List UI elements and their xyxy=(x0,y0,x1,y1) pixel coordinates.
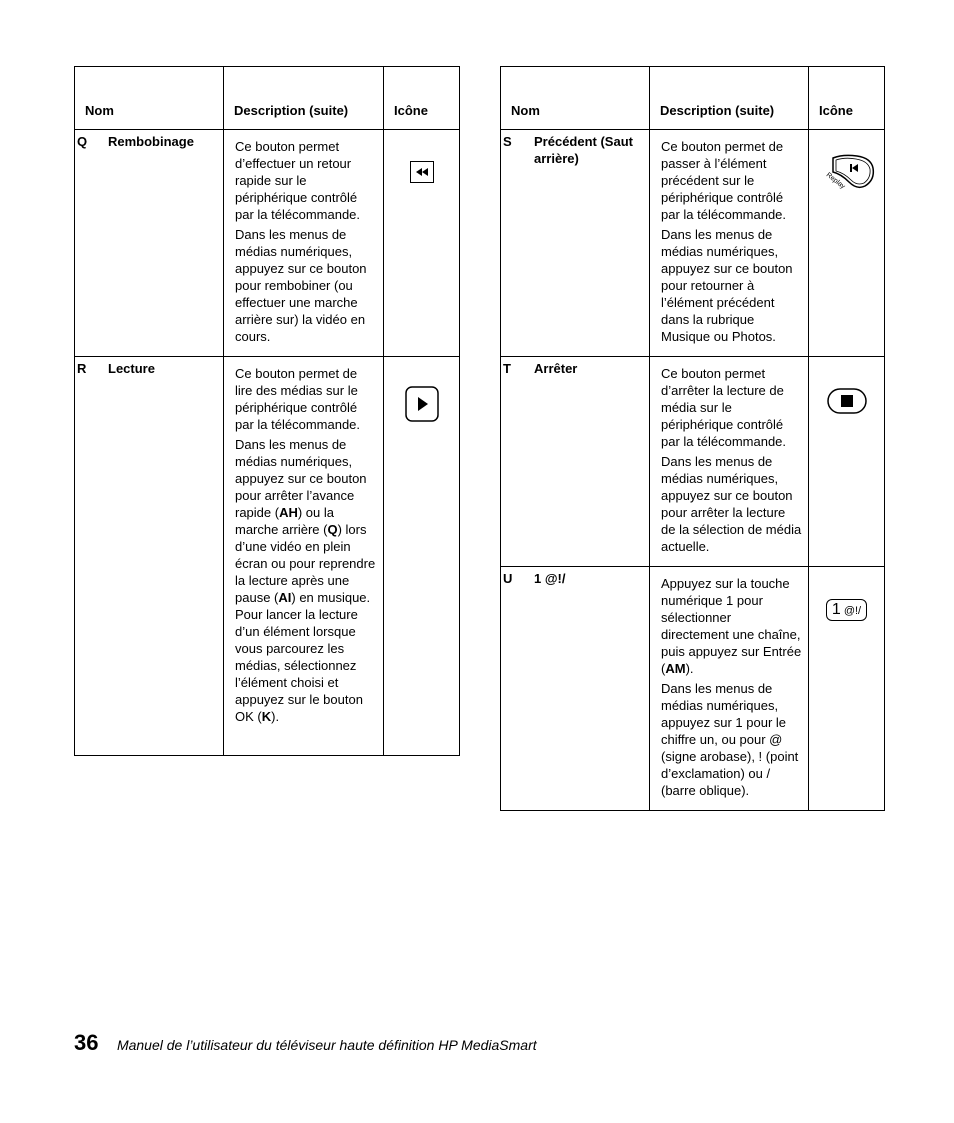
icon-cell xyxy=(384,130,460,357)
description-paragraph: Ce bouton permet d’arrêter la lecture de média sur le périphérique contrôlé par la télécommande. xyxy=(661,366,787,449)
one-key-digit: 1 xyxy=(831,601,841,618)
button-name: Précédent (Saut arrière) xyxy=(534,134,633,166)
nom-cell xyxy=(75,357,224,756)
header-description: Description (suite) xyxy=(650,67,809,130)
page-footer xyxy=(74,1030,537,1056)
header-icone: Icône xyxy=(809,67,885,130)
button-name: Lecture xyxy=(108,361,155,376)
button-key: R xyxy=(77,361,87,376)
nom-cell xyxy=(501,130,650,357)
table-row xyxy=(75,130,460,357)
button-name: Arrêter xyxy=(534,361,578,376)
nom-cell xyxy=(501,357,650,567)
button-key: T xyxy=(503,361,511,376)
description-paragraph: Dans les menus de médias numériques, appuyez sur ce bouton pour rembobiner (ou effectuer une marche arrière sur) la vidéo en cours. xyxy=(235,227,367,344)
table-row xyxy=(501,567,885,811)
table-row xyxy=(75,357,460,756)
buttons-table-right xyxy=(500,66,885,811)
description-paragraph: Dans les menus de médias numériques, appuyez sur ce bouton pour arrêter l’avance rapide (AH) ou la marche arrière (Q) lors d’une vidéo en plein écran ou pour reprendre la lecture après une pause (AI) en musique. Pour lancer la lecture d’un élément lorsque vous parcourez les médias, sélectionnez l’élément choisi et appuyez sur le bouton OK (K). xyxy=(235,437,376,724)
nom-cell xyxy=(501,567,650,811)
icon-cell xyxy=(809,130,885,357)
table-header-row xyxy=(501,67,885,130)
page-number: 36 xyxy=(74,1030,99,1055)
header-icone: Icône xyxy=(384,67,460,130)
description-paragraph: Dans les menus de médias numériques, appuyez sur 1 pour le chiffre un, ou pour @ (signe arobase), ! (point d’exclamation) ou / (barre oblique). xyxy=(661,681,799,798)
button-name: Rembobinage xyxy=(108,134,194,149)
replay-icon-label: Replay xyxy=(824,171,846,191)
description-cell xyxy=(650,357,809,567)
description-paragraph: Ce bouton permet de passer à l’élément précédent sur le périphérique contrôlé par la télécommande. xyxy=(661,139,787,222)
button-key: U xyxy=(503,571,513,586)
description-paragraph: Appuyez sur la touche numérique 1 pour sélectionner directement une chaîne, puis appuyez sur Entrée (AM). xyxy=(661,576,802,676)
table-row xyxy=(501,130,885,357)
description-paragraph: Ce bouton permet d’effectuer un retour rapide sur le périphérique contrôlé par la télécommande. xyxy=(235,139,361,222)
button-name: 1 @!/ xyxy=(534,571,566,586)
buttons-table-left xyxy=(74,66,460,756)
table-header-row xyxy=(75,67,460,130)
header-description: Description (suite) xyxy=(224,67,384,130)
rewind-icon xyxy=(410,161,434,183)
icon-cell xyxy=(384,357,460,756)
table-row xyxy=(501,357,885,567)
one-key-symbols: @!/ xyxy=(843,605,862,617)
footer-title: Manuel de l’utilisateur du téléviseur haute définition HP MediaSmart xyxy=(116,1037,537,1053)
one-key-icon xyxy=(826,599,867,621)
description-paragraph: Ce bouton permet de lire des médias sur le périphérique contrôlé par la télécommande. xyxy=(235,366,361,432)
icon-cell xyxy=(809,357,885,567)
button-key: S xyxy=(503,134,512,149)
button-key: Q xyxy=(77,134,88,149)
nom-cell xyxy=(75,130,224,357)
description-cell xyxy=(224,130,384,357)
description-cell xyxy=(224,357,384,756)
replay-icon xyxy=(819,152,875,196)
icon-cell xyxy=(809,567,885,811)
description-cell xyxy=(650,567,809,811)
description-cell xyxy=(650,130,809,357)
description-paragraph: Dans les menus de médias numériques, appuyez sur ce bouton pour retourner à l’élément précédent dans la rubrique Musique ou Photos. xyxy=(661,227,793,344)
header-nom: Nom xyxy=(75,67,224,130)
stop-icon xyxy=(827,388,867,414)
description-paragraph: Dans les menus de médias numériques, appuyez sur ce bouton pour arrêter la lecture de la sélection de média actuelle. xyxy=(661,454,802,554)
header-nom: Nom xyxy=(501,67,650,130)
play-icon xyxy=(405,386,439,422)
